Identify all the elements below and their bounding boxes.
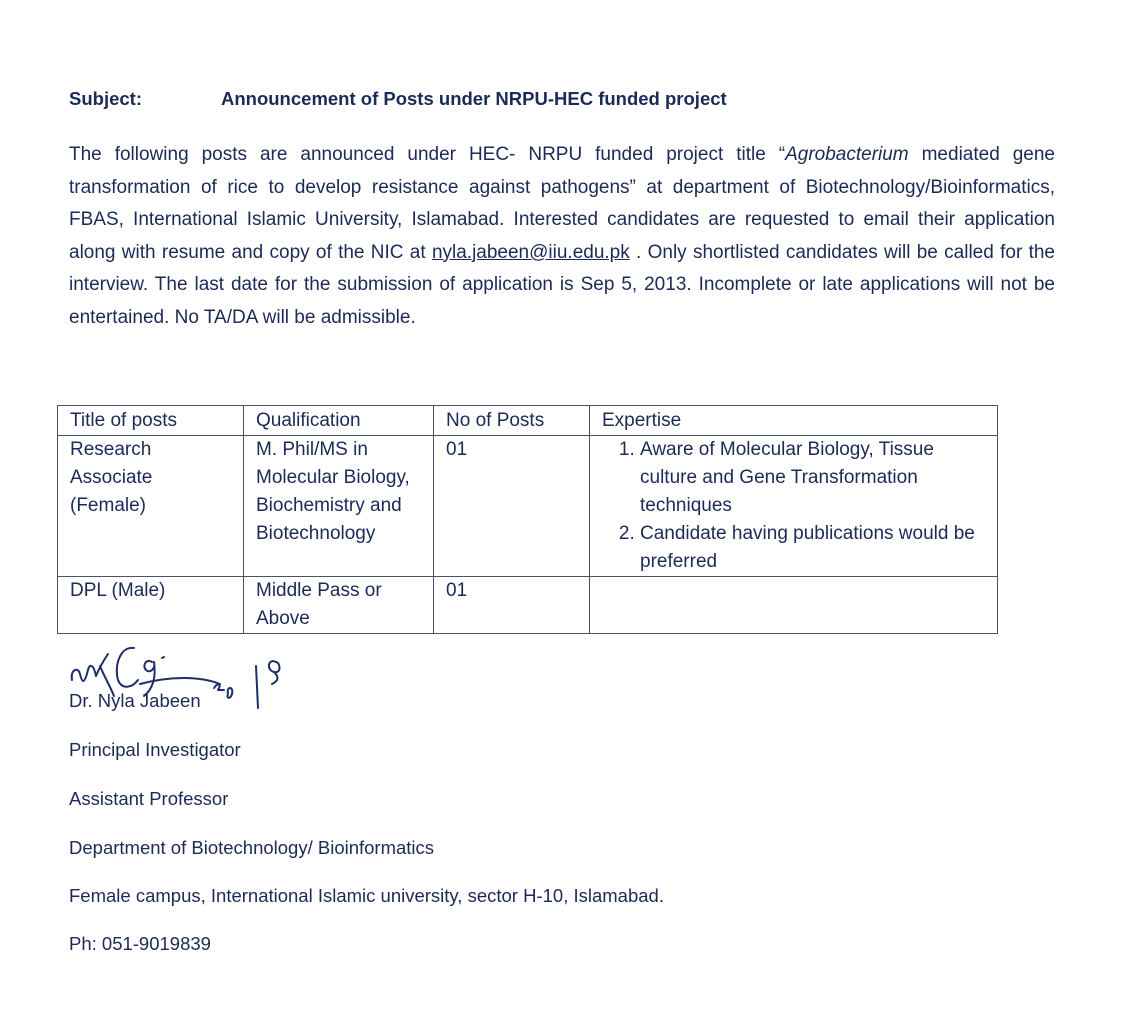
subject-line [69,88,727,110]
header-no-of-posts: No of Posts [434,406,590,436]
contact-name: Dr. Nyla Jabeen [69,690,201,711]
announcement-paragraph [69,139,1055,335]
subject-label: Subject: [69,88,142,109]
expertise-list [602,436,987,576]
table-row [58,577,998,634]
post-title-cell: DPL (Male) [58,577,244,634]
body-text-3: . Only shortlisted candidates will be called for the interview. The last date for the submission of application is Sep 5, 2013. Incomplete or late applications will not be entertained. No TA/DA will be admissible. [69,241,1055,328]
qualification-cell: M. Phil/MS in Molecular Biology, Biochemistry and Biotechnology [244,436,434,577]
post-count-cell: 01 [434,436,590,577]
table-row [58,436,998,577]
post-count-cell: 01 [434,577,590,634]
body-italic-term: Agrobacterium [785,144,909,165]
expertise-cell [590,436,998,577]
header-expertise: Expertise [590,406,998,436]
header-qualification: Qualification [244,406,434,436]
contact-position: Assistant Professor [69,788,229,809]
expertise-item: 1. Aware of Molecular Biology, Tissue culture and Gene Transformation techniques [640,436,987,520]
expertise-item: 2. Candidate having publications would be preferred [640,520,987,576]
posts-table [57,405,998,634]
subject-title: Announcement of Posts under NRPU-HEC funded project [221,88,727,109]
header-title-of-posts: Title of posts [58,406,244,436]
body-text-1: The following posts are announced under HEC- NRPU funded project title “ [69,144,786,165]
post-title-cell: Research Associate (Female) [58,436,244,577]
contact-phone: Ph: 051-9019839 [69,933,211,954]
email-link[interactable]: nyla.jabeen@iiu.edu.pk [431,241,630,263]
body-text-2: mediated gene transformation of rice to develop resistance against pathogens” at department of Biotechnology/Bioinformatics, FBAS, International Islamic University, Islamabad. Interested candidates are requested to email their application along with resume and copy of the NIC at [69,144,1055,263]
contact-role: Principal Investigator [69,739,241,760]
contact-address: Female campus, International Islamic university, sector H-10, Islamabad. [69,885,664,906]
qualification-cell: Middle Pass or Above [244,577,434,634]
table-header-row [58,406,998,436]
contact-department: Department of Biotechnology/ Bioinformatics [69,837,435,858]
expertise-cell [590,577,998,634]
